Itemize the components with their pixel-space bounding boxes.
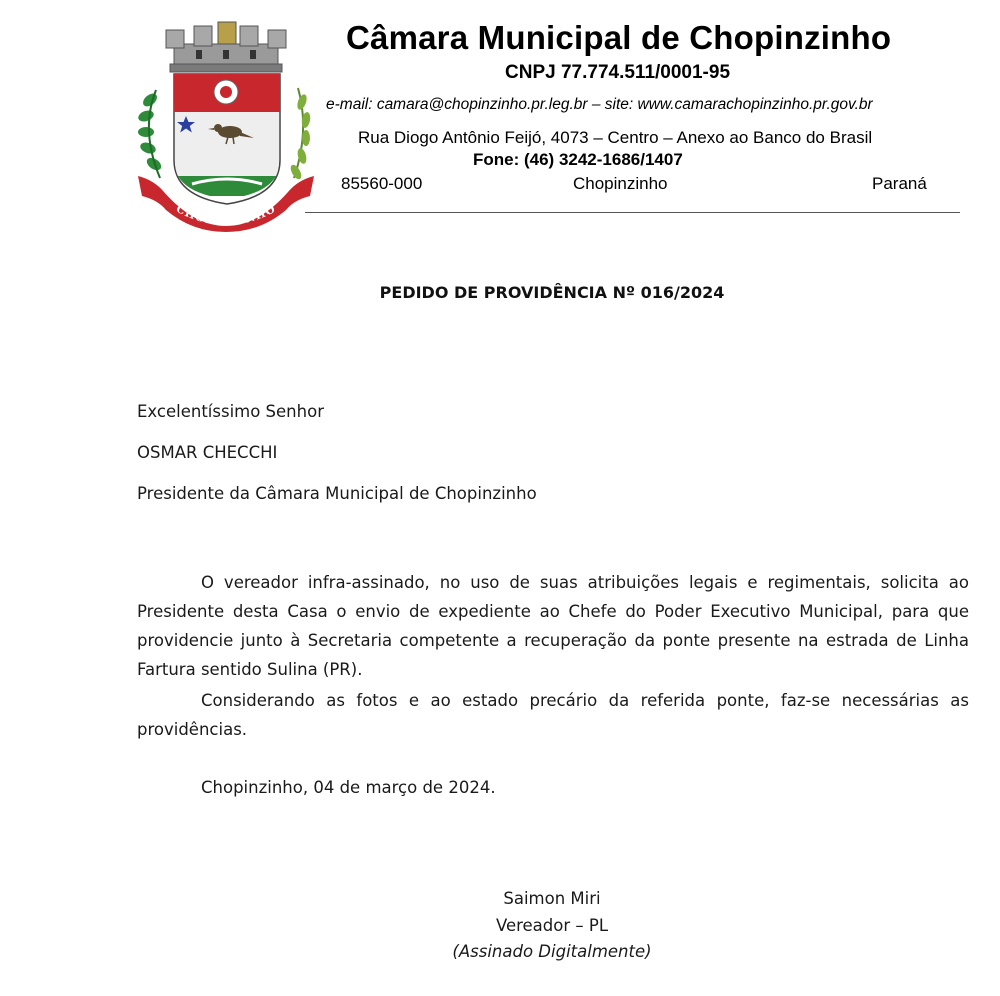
- recipient-salutation: Excelentíssimo Senhor: [137, 402, 324, 421]
- contact-line: e-mail: camara@chopinzinho.pr.leg.br – site: www.camarachopinzinho.pr.gov.br: [326, 96, 873, 113]
- postal-code: 85560-000: [341, 174, 423, 193]
- signature-block: [402, 886, 702, 966]
- justification-paragraph: Considerando as fotos e ao estado precário da referida ponte, faz-se necessárias as providências.: [137, 691, 969, 739]
- signer-name: Saimon Miri: [503, 889, 601, 908]
- institution-name: Câmara Municipal de Chopinzinho: [346, 19, 892, 56]
- letterhead-divider: [305, 212, 960, 213]
- phone-line: Fone: (46) 3242-1686/1407: [473, 150, 683, 169]
- document-title: PEDIDO DE PROVIDÊNCIA Nº 016/2024: [379, 283, 725, 302]
- digital-signature-note: (Assinado Digitalmente): [452, 942, 652, 961]
- request-paragraph: O vereador infra-assinado, no uso de suas atribuições legais e regimentais, solicita ao Presidente desta Casa o envio de expediente ao Chefe do Poder Executivo Municipal, para que providencie junto à Secretaria competente a recuperação da ponte presente na estrada de Linha Fartura sentido Sulina (PR).: [137, 573, 969, 679]
- recipient-title: Presidente da Câmara Municipal de Chopinzinho: [137, 484, 537, 503]
- date-line: Chopinzinho, 04 de março de 2024.: [201, 778, 496, 797]
- crest-ribbon-label: CHOPINZINHO: [173, 201, 279, 229]
- cnpj-line: CNPJ 77.774.511/0001-95: [505, 62, 731, 83]
- address-line: Rua Diogo Antônio Feijó, 4073 – Centro – Anexo ao Banco do Brasil: [358, 128, 873, 147]
- wheat-branch-icon: [289, 88, 312, 181]
- city-name: Chopinzinho: [573, 174, 668, 193]
- municipal-coat-of-arms: [134, 20, 318, 232]
- mural-crown-icon: [166, 22, 286, 72]
- laurel-branch-icon: [137, 90, 164, 178]
- signer-role: Vereador – PL: [495, 915, 609, 935]
- state-name: Paraná: [872, 174, 927, 193]
- recipient-name: OSMAR CHECCHI: [137, 443, 278, 462]
